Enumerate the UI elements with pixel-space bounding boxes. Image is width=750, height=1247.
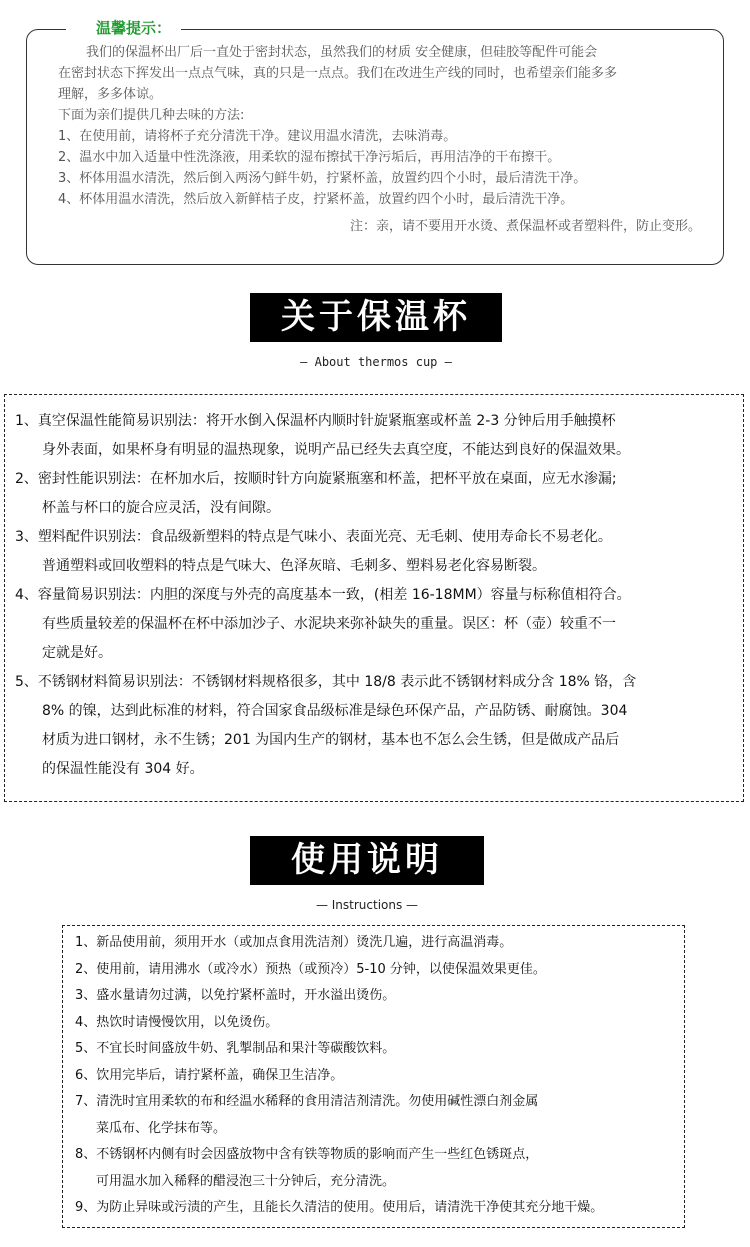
tips-paragraph-line: 理解，多多体谅。 xyxy=(58,87,163,102)
about-item-continuation: 有些质量较差的保温杯在杯中添加沙子、水泥块来弥补缺失的重量。误区：杯（壶）较重不一 xyxy=(42,616,616,632)
about-item-continuation: 的保温性能没有 304 好。 xyxy=(42,761,204,777)
tips-method: 4、杯体用温水清洗，然后放入新鲜桔子皮，拧紧杯盖，放置约四个小时，最后清洗干净。 xyxy=(58,192,574,207)
about-item-continuation: 普通塑料或回收塑料的特点是气味大、色泽灰暗、毛刺多、塑料易老化容易断裂。 xyxy=(42,558,546,574)
instruction-item: 4、热饮时请慢慢饮用，以免烫伤。 xyxy=(75,1014,279,1030)
instructions-list xyxy=(75,930,679,1222)
instruction-item: 6、饮用完毕后，请拧紧杯盖，确保卫生洁净。 xyxy=(75,1067,344,1083)
instruction-item: 2、使用前，请用沸水（或冷水）预热（或预冷）5-10 分钟，以使保温效果更佳。 xyxy=(75,961,546,977)
tips-note: 注：亲，请不要用开水烫、煮保温杯或者塑料件，防止变形。 xyxy=(349,219,701,234)
instruction-item: 7、清洗时宜用柔软的布和经温水稀释的食用清洁剂清洗。勿使用碱性漂白剂金属 xyxy=(75,1094,539,1109)
instruction-item-continuation: 菜瓜布、化学抹布等。 xyxy=(96,1120,227,1136)
tips-method: 2、温水中加入适量中性洗涤液，用柔软的湿布擦拭干净污垢后，再用洁净的干布擦干。 xyxy=(58,150,561,165)
instruction-item-continuation: 可用温水加入稀释的醋浸泡三十分钟后，充分清洗。 xyxy=(96,1173,396,1189)
tips-paragraph-line: 在密封状态下挥发出一点点气味，真的只是一点点。我们在改进生产线的同时，也希望亲们能多多 xyxy=(58,66,618,81)
instruction-item: 3、盛水量请勿过满，以免拧紧杯盖时，开水溢出烫伤。 xyxy=(75,988,396,1003)
about-item-continuation: 定就是好。 xyxy=(42,645,112,661)
about-item-continuation: 材质为进口钢材，永不生锈；201 为国内生产的钢材，基本也不怎么会生锈，但是做成产品后 xyxy=(42,732,620,748)
tips-intro: 下面为亲们提供几种去味的方法: xyxy=(58,108,245,123)
tips-method: 1、在使用前，请将杯子充分清洗干净。建议用温水清洗，去味消毒。 xyxy=(58,129,457,144)
about-item: 3、塑料配件识别法：食品级新塑料的特点是气味小、表面光亮、无毛刺、使用寿命长不易老化。 xyxy=(15,529,612,545)
about-item-continuation: 杯盖与杯口的旋合应灵活，没有间隙。 xyxy=(42,500,280,516)
instruction-item: 1、新品使用前，须用开水（或加点食用洗洁剂）烫洗几遍，进行高温消毒。 xyxy=(75,935,513,950)
instruction-item: 9、为防止异味或污渍的产生，且能长久清洁的使用。使用后，请清洗干净使其充分地干燥。 xyxy=(75,1200,604,1215)
about-item: 2、密封性能识别法：在杯加水后，按顺时针方向旋紧瓶塞和杯盖，把杯平放在桌面，应无水渗漏; xyxy=(15,471,617,487)
about-heading: 关于保温杯 xyxy=(250,293,502,342)
instruction-item: 8、不锈钢杯内侧有时会因盛放物中含有铁等物质的影响而产生一些红色锈斑点， xyxy=(75,1147,539,1162)
about-item: 1、真空保温性能简易识别法：将开水倒入保温杯内顺时针旋紧瓶塞或杯盖 2-3 分钟后用手触摸杯 xyxy=(15,413,616,429)
tips-method: 3、杯体用温水清洗，然后倒入两汤勺鲜牛奶，拧紧杯盖，放置约四个小时，最后清洗干净。 xyxy=(58,171,587,186)
about-box xyxy=(4,394,744,802)
tips-title: 温馨提示： xyxy=(66,18,181,38)
tips-body xyxy=(58,42,713,237)
instruction-item: 5、不宜长时间盛放牛奶、乳掣制品和果汁等碳酸饮料。 xyxy=(75,1041,396,1056)
about-item: 4、容量简易识别法：内胆的深度与外壳的高度基本一致，(相差 16-18MM）容量与标称值相符合。 xyxy=(15,587,631,603)
about-subheading: — About thermos cup — xyxy=(300,355,452,369)
tips-paragraph-line: 我们的保温杯出厂后一直处于密封状态，虽然我们的材质 安全健康，但硅胶等配件可能会 xyxy=(86,45,598,60)
about-item-continuation: 身外表面，如果杯身有明显的温热现象，说明产品已经失去真空度，不能达到良好的保温效果。 xyxy=(42,442,630,458)
instructions-heading: 使用说明 xyxy=(250,836,484,885)
instructions-subheading: — Instructions — xyxy=(315,898,419,912)
about-list xyxy=(15,407,737,784)
about-item-continuation: 8% 的镍，达到此标准的材料，符合国家食品级标准是绿色环保产品，产品防锈、耐腐蚀。304 xyxy=(42,703,628,719)
about-item: 5、不锈钢材料简易识别法：不锈钢材料规格很多，其中 18/8 表示此不锈钢材料成分含 18% 铬，含 xyxy=(15,674,637,690)
instructions-box xyxy=(62,925,685,1228)
